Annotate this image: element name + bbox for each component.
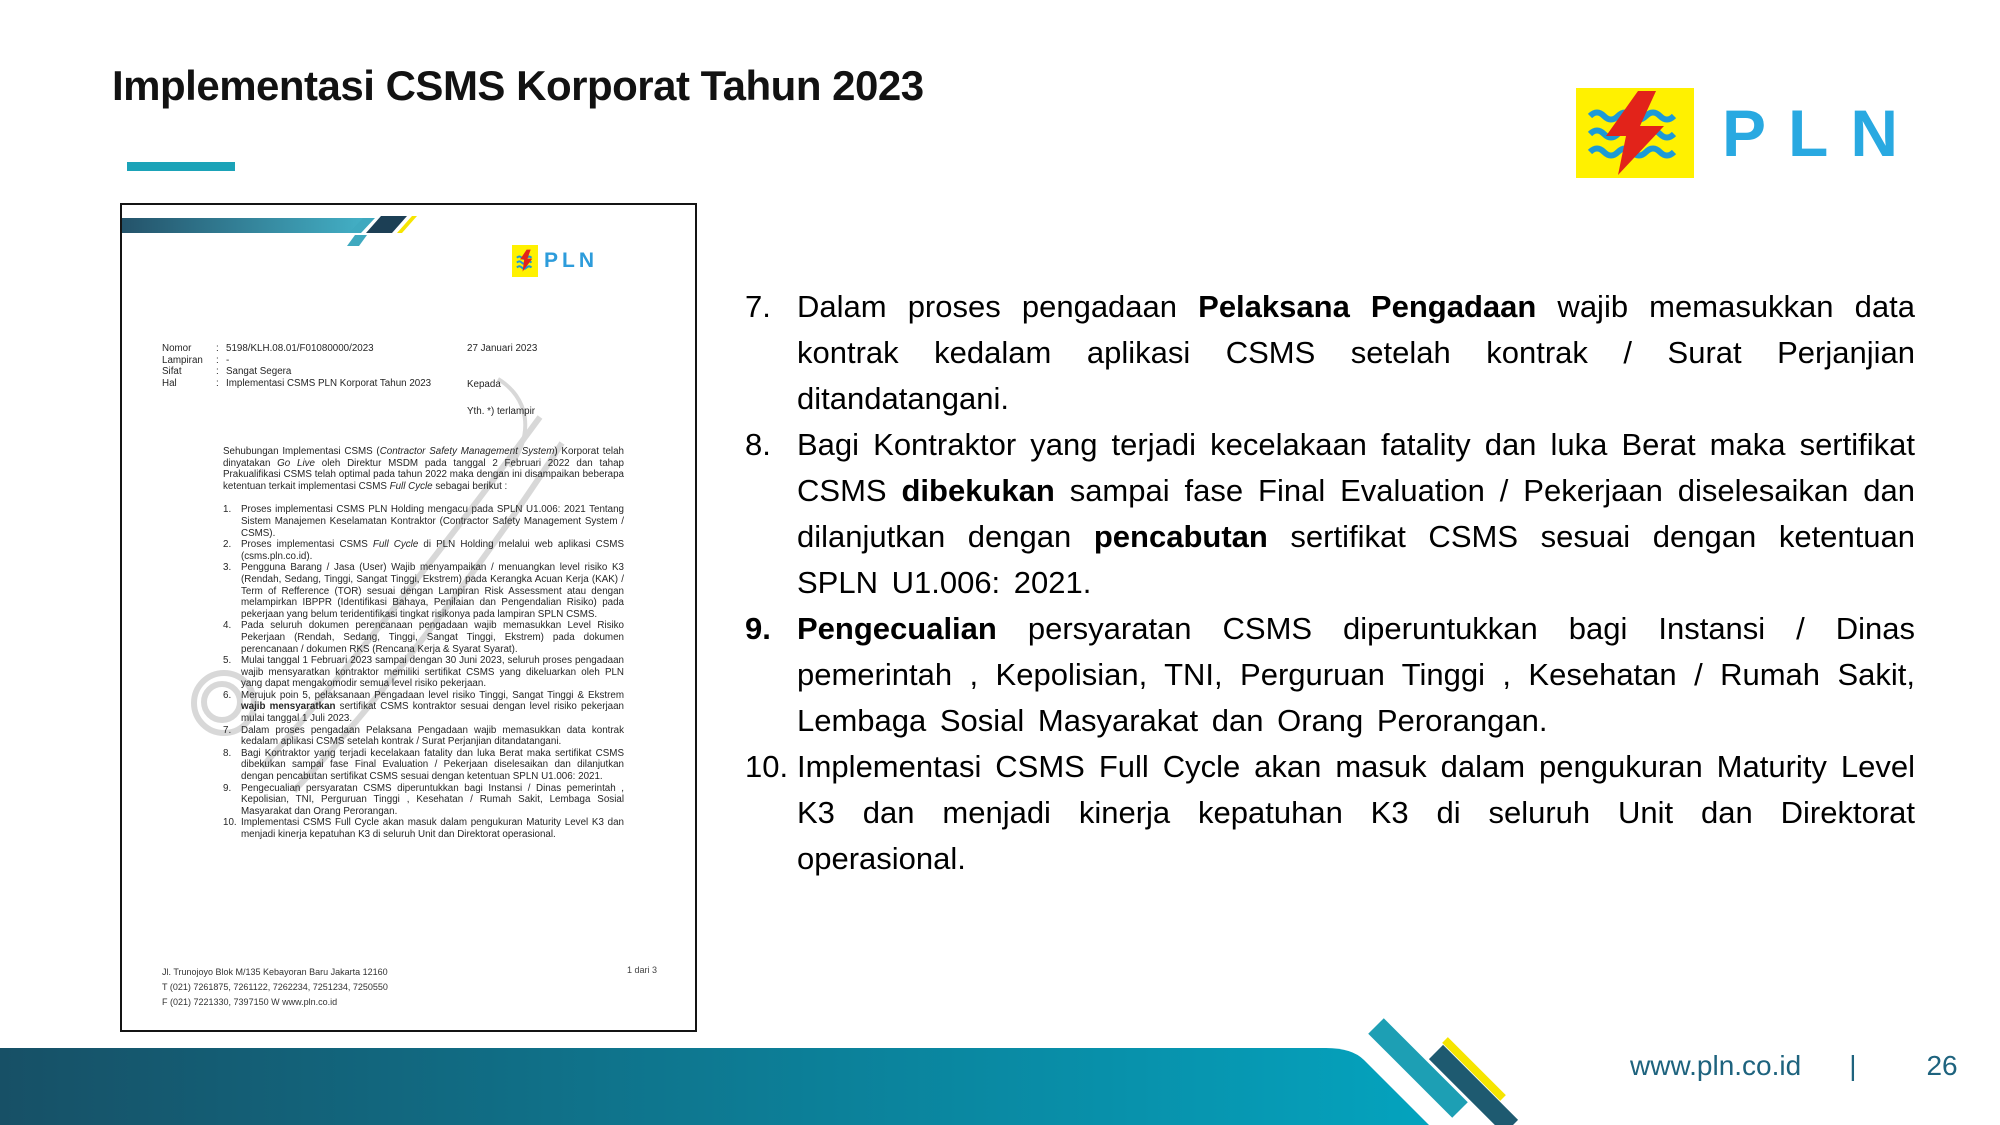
letter-list-item (223, 620, 624, 655)
letter-list-item (223, 748, 624, 783)
letter-body (223, 446, 624, 841)
page-number: 26 (1926, 1050, 1958, 1081)
meta-label: Sifat (162, 366, 182, 378)
page-title: Implementasi CSMS Korporat Tahun 2023 (112, 62, 924, 109)
list-item (745, 284, 1915, 422)
meta-colon: : (216, 354, 219, 366)
letter-item-text: Bagi Kontraktor yang terjadi kecelakaan fatality dan luka Berat maka sertifikat CSMS dibekukan sampai fase Final Evaluation / Pekerjaan diselesaikan dan dilanjutkan dengan pencabutan sertifikat CSMS sesuai dengan ketentuan SPLN U1.006: 2021. (241, 747, 624, 783)
letter-item-number: 1. (223, 504, 232, 516)
letter-list-item (223, 817, 624, 840)
letter-item-text: Implementasi CSMS Full Cycle akan masuk dalam pengukuran Maturity Level K3 dan menjadi kinerja kepatuhan K3 di seluruh Unit dan Direktorat operasional. (241, 817, 624, 840)
meta-colon: : (216, 366, 219, 378)
list-item-number: 9. (745, 611, 771, 646)
pln-logo-mark (1576, 88, 1694, 178)
list-item (745, 422, 1915, 606)
meta-colon: : (216, 377, 219, 389)
list-item-number: 8. (745, 427, 771, 462)
list-item-text: Pengecualian persyaratan CSMS diperuntukkan bagi Instansi / Dinas pemerintah , Kepolisian, TNI, Perguruan Tinggi , Kesehatan / Rumah Sakit, Lembaga Sosial Masyarakat dan Orang Perorangan. (797, 611, 1915, 738)
letter-item-number: 10. (223, 817, 237, 829)
letter-list-item (223, 655, 624, 690)
letter-item-text: Mulai tanggal 1 Februari 2023 sampai dengan 30 Juni 2023, seluruh proses pengadaan wajib mensyaratkan kontraktor memiliki sertifikat CSMS yang dikeluarkan oleh PLN yang dapat mengakomodir semua level risiko pekerjaan. (241, 655, 624, 690)
letter-kepada: Kepada (467, 379, 501, 390)
slide-footer (1630, 1050, 1958, 1082)
pln-logo (1576, 88, 1920, 178)
letter-page-marker: 1 dari 3 (626, 965, 657, 975)
letter-item-number: 2. (223, 539, 232, 551)
letter-item-number: 7. (223, 724, 232, 736)
letter-phone: T (021) 7261875, 7261122, 7262234, 7251234, 7250550 (162, 982, 388, 992)
letter-item-text: Merujuk poin 5, pelaksanaan Pengadaan level risiko Tinggi, Sangat Tinggi & Ekstrem wajib mensyaratkan sertifikat CSMS kontraktor sesuai dengan level risiko pekerjaan mulai tanggal 1 Juli 2023. (241, 689, 624, 725)
list-item (745, 606, 1915, 744)
letter-list-item (223, 504, 624, 539)
meta-value: 5198/KLH.08.01/F01080000/2023 (226, 343, 374, 354)
letter-item-text: Pengecualian persyaratan CSMS diperuntukkan bagi Instansi / Dinas pemerintah , Kepolisian, TNI, Perguruan Tinggi , Kesehatan / Rumah Sakit, Lembaga Sosial Masyarakat dan Orang Perorangan. (241, 782, 624, 817)
letter-item-text: Proses implementasi CSMS PLN Holding mengacu pada SPLN U1.006: 2021 Tentang Sistem Manajemen Keselamatan Kontraktor (Contractor Safety Management System / CSMS). (241, 504, 624, 539)
website-link[interactable]: www.pln.co.id (1630, 1050, 1802, 1081)
letter-list-item (223, 539, 624, 562)
letter-meta-row (162, 343, 667, 355)
letter-document (120, 203, 697, 1032)
pln-logo-text: PLN (1722, 96, 1920, 170)
letter-meta-row (162, 355, 667, 367)
letter-item-number: 8. (223, 747, 232, 759)
meta-label: Hal (162, 377, 177, 389)
letter-item-text: Proses implementasi CSMS Full Cycle di PLN Holding melalui web aplikasi CSMS (csms.pln.co.id). (241, 539, 624, 562)
letter-list-item (223, 725, 624, 748)
letter-item-number: 5. (223, 655, 232, 667)
letter-pln-logo-text: PLN (544, 249, 598, 273)
list-item-number: 7. (745, 289, 771, 324)
list-item-text: Dalam proses pengadaan Pelaksana Pengadaan wajib memasukkan data kontrak kedalam aplikasi CSMS setelah kontrak / Surat Perjanjian ditandatangani. (797, 289, 1915, 416)
list-item-text: Implementasi CSMS Full Cycle akan masuk dalam pengukuran Maturity Level K3 dan menjadi kinerja kepatuhan K3 di seluruh Unit dan Direktorat operasional. (797, 749, 1915, 876)
meta-label: Nomor (162, 343, 192, 354)
footer-bar (0, 1048, 1429, 1125)
meta-value: Implementasi CSMS PLN Korporat Tahun 2023 (226, 377, 432, 389)
letter-list-item (223, 562, 624, 620)
list-item-number: 10. (745, 749, 789, 784)
letter-item-text: Dalam proses pengadaan Pelaksana Pengadaan wajib memasukkan data kontrak kedalam aplikasi CSMS setelah kontrak / Surat Perjanjian ditandatangani. (241, 724, 624, 748)
meta-label: Lampiran (162, 354, 203, 366)
letter-item-text: Pada seluruh dokumen perencanaan pengadaan wajib memasukkan Level Risiko Pekerjaan (Rendah, Sedang, Tinggi, Sangat Tinggi, Ekstrem) pada dokumen perencanaan / dokumen RKS (Rencana Kerja & Syarat Syarat). (241, 620, 624, 655)
letter-opening: Sehubungan Implementasi CSMS (Contractor Safety Management System) Korporat telah dinyatakan Go Live oleh Direktur MSDM pada tanggal 2 Februari 2022 dan tahap Prakualifikasi CSMS telah optimal pada tahun 2022 maka dengan ini disampaikan beberapa ketentuan terkait implementasi CSMS Full Cycle sebagai berikut : (223, 446, 625, 492)
letter-item-number: 3. (223, 562, 232, 574)
lightning-waves-icon (1576, 88, 1694, 178)
title-underline (127, 162, 235, 171)
letter-list (223, 504, 624, 840)
main-points-list (745, 284, 1915, 882)
letter-list-item (223, 783, 624, 818)
lightning-waves-icon (514, 248, 536, 274)
letter-item-number: 6. (223, 689, 232, 701)
letter-pln-logo (512, 245, 598, 277)
letter-meta (162, 343, 667, 417)
letter-item-text: Pengguna Barang / Jasa (User) Wajib menyampaikan / menuangkan level risiko K3 (Rendah, Sedang, Tinggi, Sangat Tinggi, Ekstrem) pada Kerangka Acuan Kerja (KAK) / Term of Refference (TOR) sesuai dengan Lampiran Risk Assessment atau dengan melampirkan IBPPR (Identifikasi Bahaya, Penilaian dan Pengendalian Risiko) pada pekerjaan yang belum teridentifikasi tingkat risikonya pada lampiran SPLN CSMS. (241, 562, 624, 620)
footer-separator: | (1849, 1050, 1857, 1081)
letter-header-band (122, 205, 695, 255)
letter-item-number: 4. (223, 620, 232, 632)
meta-value: - (226, 354, 230, 366)
letter-list-item (223, 690, 624, 725)
list-item-text: Bagi Kontraktor yang terjadi kecelakaan fatality dan luka Berat maka sertifikat CSMS dibekukan sampai fase Final Evaluation / Pekerjaan diselesaikan dan dilanjutkan dengan pencabutan sertifikat CSMS sesuai dengan ketentuan SPLN U1.006: 2021. (797, 427, 1915, 600)
letter-date: 27 Januari 2023 (467, 343, 538, 354)
letter-item-number: 9. (223, 782, 232, 794)
letter-pln-logo-mark (512, 245, 538, 277)
letter-address: Jl. Trunojoyo Blok M/135 Kebayoran Baru Jakarta 12160 (162, 967, 388, 977)
meta-value: Sangat Segera (226, 366, 292, 378)
list-item (745, 744, 1915, 882)
meta-colon: : (216, 343, 219, 354)
letter-meta-row (162, 378, 667, 390)
letter-yth: Yth. *) terlampir (467, 406, 536, 417)
letter-fax: F (021) 7221330, 7397150 W www.pln.co.id (162, 997, 338, 1007)
letter-meta-row (162, 366, 667, 378)
